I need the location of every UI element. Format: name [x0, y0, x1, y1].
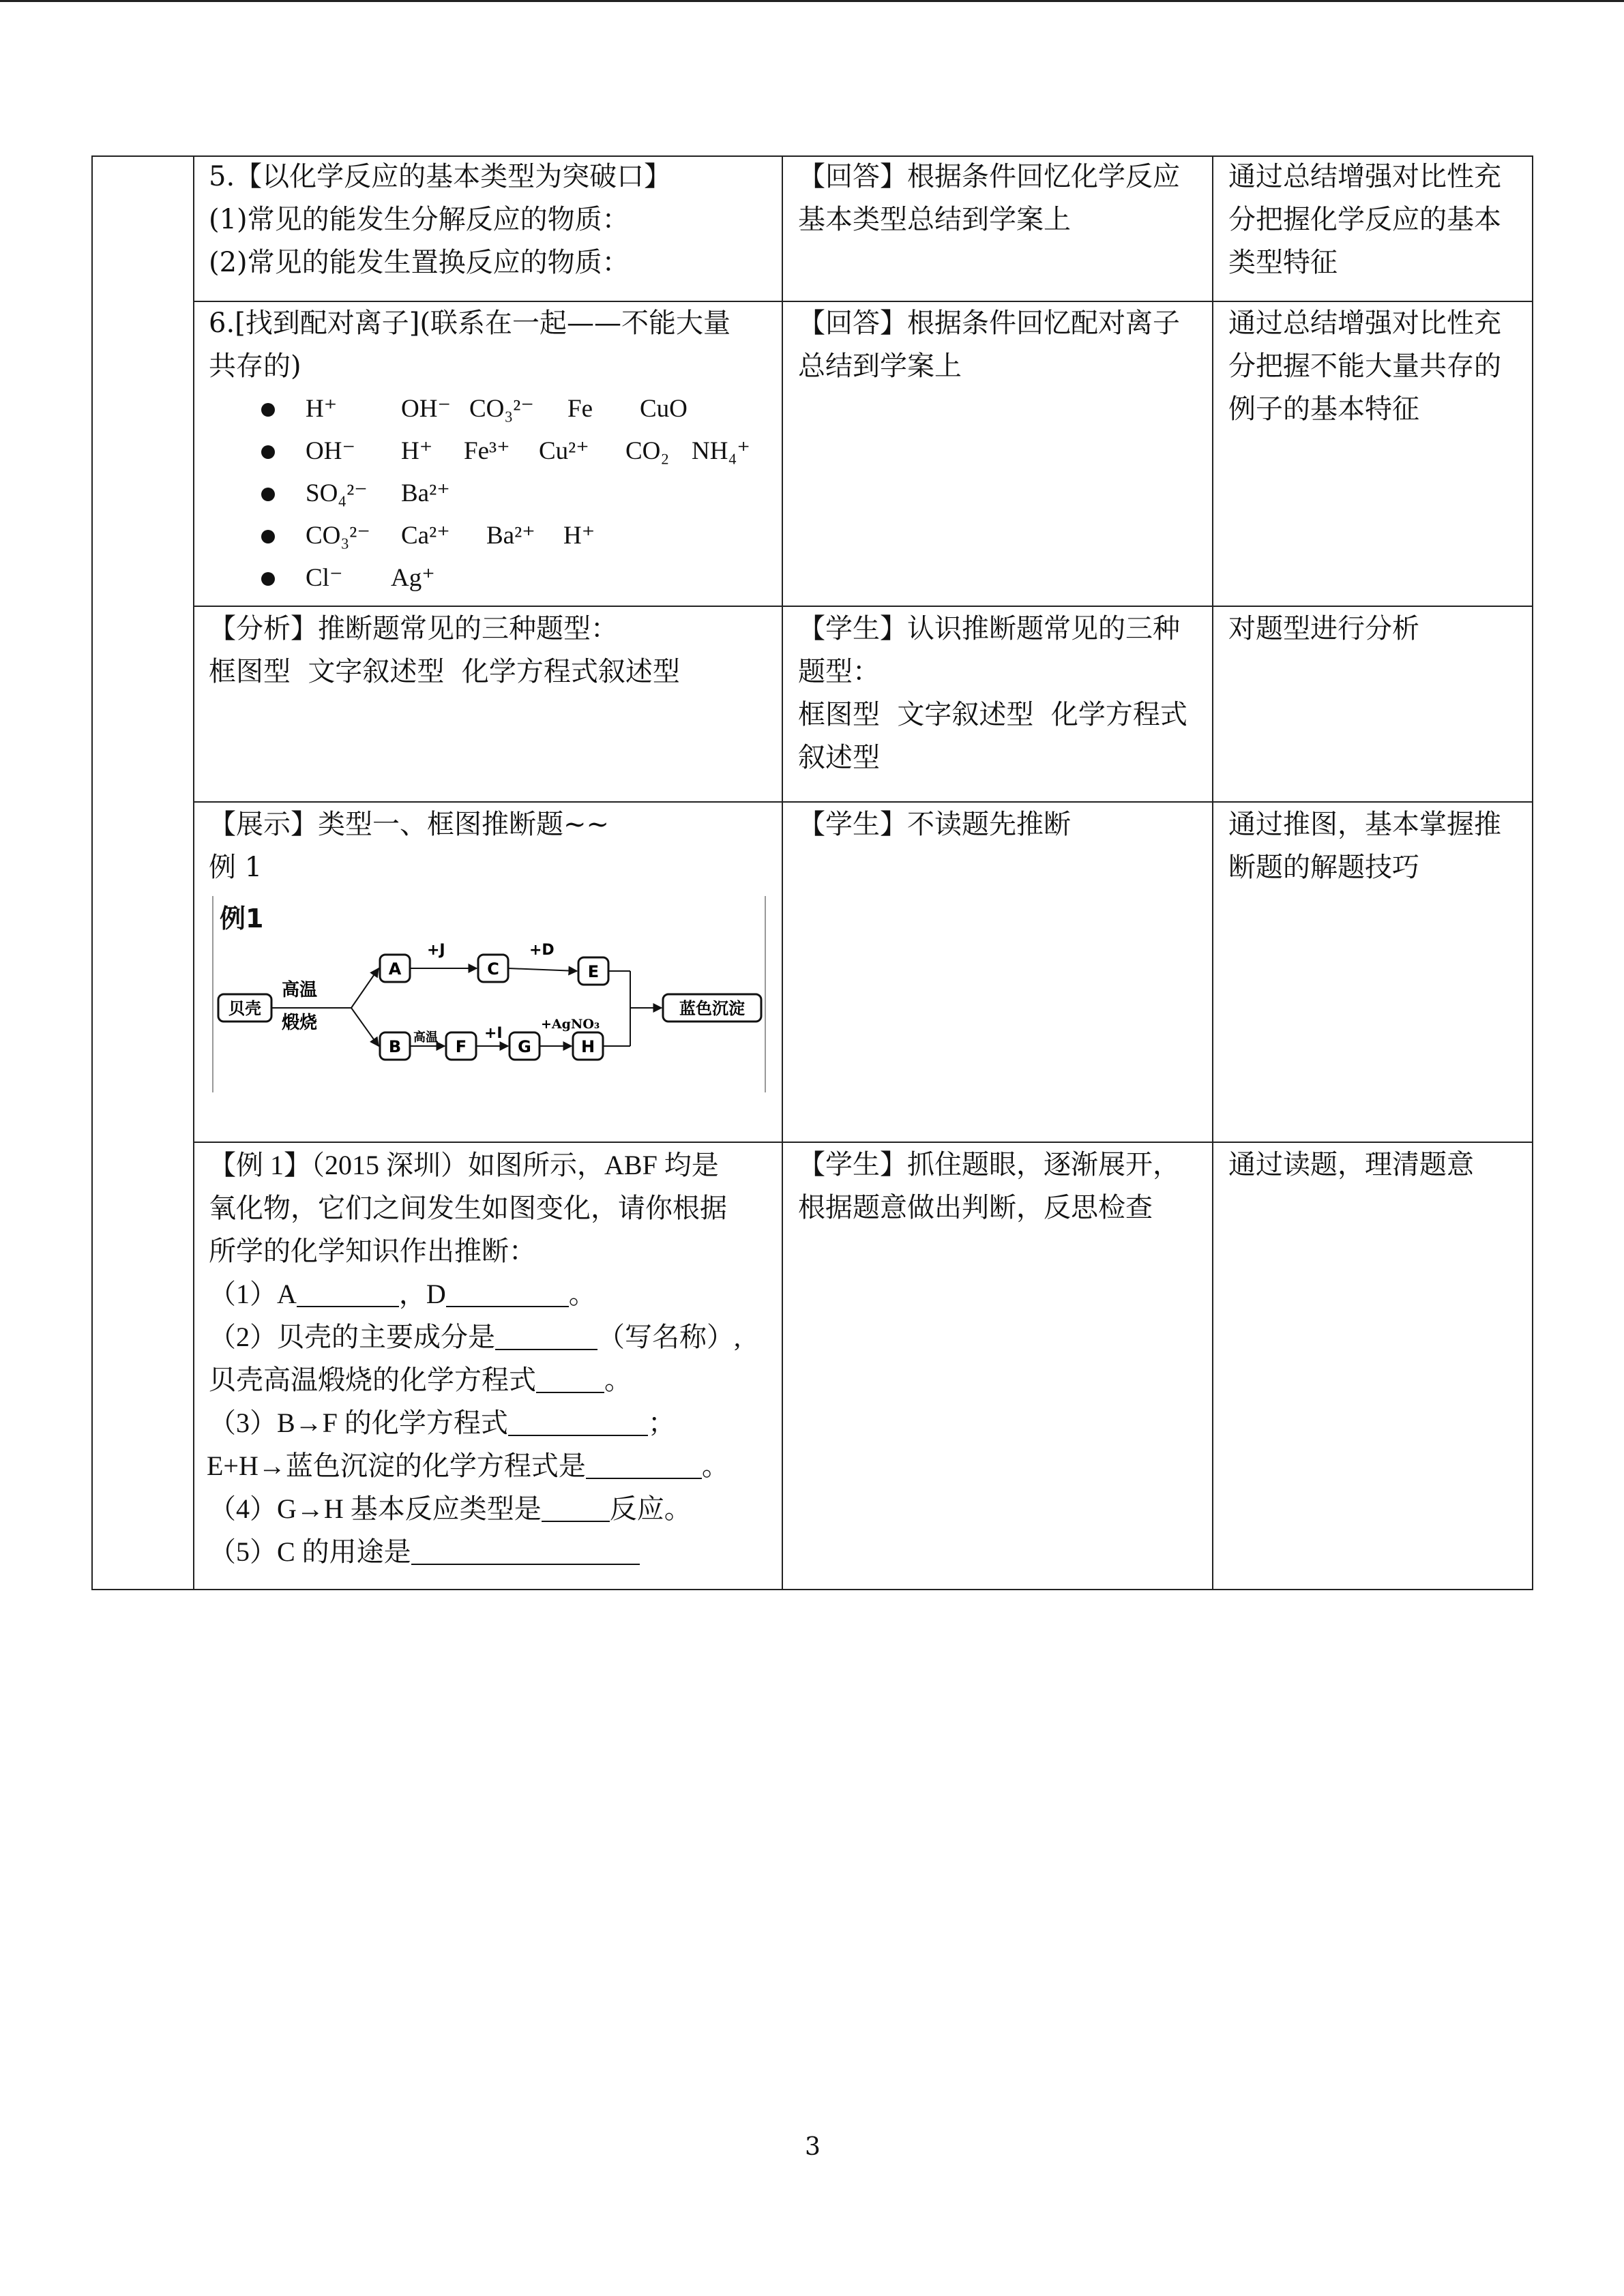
text-line: 通过总结增强对比性充: [1228, 308, 1501, 339]
node-C-label: C: [487, 959, 499, 979]
edge-label-J: +J: [427, 942, 445, 959]
bullet-icon: [261, 488, 275, 501]
ion: Fe³⁺: [464, 437, 510, 465]
row3-intent: [1228, 608, 1419, 651]
edge-label-I: +I: [484, 1025, 503, 1042]
ion: Fe: [567, 395, 593, 423]
ion: Ba²⁺: [486, 522, 535, 550]
ion: OH⁻: [401, 395, 451, 423]
row4-activity: [798, 803, 1071, 846]
diagram-title: 例1: [220, 904, 264, 934]
row-divider: [193, 801, 1533, 803]
top-border: [0, 0, 1624, 2]
ion: CO₃²⁻: [469, 395, 534, 423]
text-line: 例子的基本特征: [1228, 393, 1419, 425]
answer-blank[interactable]: [411, 1534, 640, 1565]
text-line: 对题型进行分析: [1228, 613, 1419, 644]
ion: H⁺: [306, 395, 338, 423]
node-A-label: A: [388, 959, 402, 979]
row1-activity: [798, 155, 1180, 241]
q4-label: （4）G→H 基本反应类型是: [209, 1493, 542, 1524]
col-divider-2: [782, 155, 783, 1590]
answer-blank[interactable]: [508, 1405, 648, 1436]
row2-content: [209, 302, 730, 388]
text-line: 【展示】类型一、框图推断题~~: [209, 809, 610, 840]
text-line: 【例 1】（2015 深圳）如图所示，ABF 均是: [209, 1150, 719, 1180]
answer-blank[interactable]: [297, 1276, 399, 1307]
row4-content: [209, 803, 609, 889]
text-line: 所学的化学知识作出推断：: [209, 1236, 536, 1266]
q3-label: （3）B→F 的化学方程式: [209, 1407, 508, 1438]
edge-label-D: +D: [529, 942, 555, 959]
text-line: 框图型 文字叙述型 化学方程式: [798, 699, 1187, 730]
q2-note: （写名称）,: [597, 1322, 741, 1352]
question-5: [209, 1530, 741, 1573]
ion: Ba²⁺: [401, 479, 450, 507]
q3-end: ；: [647, 1407, 675, 1438]
row1-content: [209, 155, 671, 284]
flow-diagram: [211, 895, 767, 1094]
answer-blank[interactable]: [586, 1448, 702, 1479]
answer-blank[interactable]: [536, 1362, 604, 1393]
question-2: [209, 1315, 741, 1358]
text-line: 例 1: [209, 852, 263, 883]
page-number: 3: [805, 2133, 821, 2161]
text-line: 【学生】抓住题眼，逐渐展开，: [798, 1149, 1180, 1180]
node-G-label: G: [518, 1037, 531, 1056]
text-line: 题型：: [798, 656, 880, 687]
row3-activity: [798, 608, 1187, 779]
text-line: 断题的解题技巧: [1228, 852, 1419, 883]
node-H-label: H: [580, 1037, 595, 1056]
ion: Ag⁺: [391, 564, 435, 592]
ion: Cu²⁺: [539, 437, 589, 465]
ion: Cl⁻: [306, 564, 343, 592]
node-precipitate-label: 蓝色沉淀: [679, 999, 745, 1018]
row-divider: [193, 1142, 1533, 1143]
text-line: (1)常见的能发生分解反应的物质：: [209, 204, 630, 235]
ion: H⁺: [401, 437, 433, 465]
edge-C-E: [508, 968, 577, 971]
ion: Ca²⁺: [401, 522, 450, 550]
edge-label-calcine-1: 高温: [282, 980, 318, 1000]
q3b-end: 。: [701, 1450, 729, 1481]
row3-content: [209, 608, 680, 694]
row2-intent: [1228, 302, 1501, 431]
node-F-label: F: [455, 1037, 467, 1056]
ion: SO₄²⁻: [306, 479, 368, 507]
q3b-label: E+H→蓝色沉淀的化学方程式是: [207, 1450, 586, 1481]
text-line: 通过推图，基本掌握推: [1228, 809, 1501, 840]
q1-d-label: ，D: [398, 1279, 446, 1309]
edge-label-AgNO3: +AgNO₃: [541, 1017, 600, 1032]
row1-intent: [1228, 155, 1501, 284]
ion: NH₄⁺: [692, 437, 750, 465]
question-2b: [209, 1358, 741, 1401]
text-line: 根据题意做出判断，反思检查: [798, 1192, 1153, 1223]
text-line: 氧化物，它们之间发生如图变化，请你根据: [209, 1193, 727, 1223]
col-divider-3: [1212, 155, 1213, 1590]
question-3b: [207, 1444, 741, 1487]
text-line: 共存的): [209, 351, 301, 382]
q2b-label: 贝壳高温煅烧的化学方程式: [209, 1365, 536, 1395]
edge-to-B: [351, 1008, 379, 1046]
node-shell-label: 贝壳: [228, 999, 261, 1018]
ion: CO₂: [625, 437, 670, 465]
bullet-icon: [261, 572, 275, 586]
q1-a-label: （1）A: [209, 1279, 297, 1309]
node-B-label: B: [388, 1037, 402, 1056]
text-line: 类型特征: [1228, 247, 1338, 278]
text-line: 【学生】认识推断题常见的三种: [798, 613, 1180, 644]
answer-blank[interactable]: [542, 1491, 610, 1522]
question-4: [209, 1487, 741, 1530]
text-line: 叙述型: [798, 742, 880, 773]
bullet-icon: [261, 530, 275, 543]
col-divider-1: [193, 155, 194, 1590]
answer-blank[interactable]: [446, 1276, 569, 1307]
text-line: 分把握不能大量共存的: [1228, 351, 1501, 382]
question-1: [209, 1272, 741, 1315]
text-line: 【分析】推断题常见的三种题型：: [209, 613, 618, 644]
row2-activity: [798, 302, 1180, 388]
text-line: 【回答】根据条件回忆化学反应: [798, 161, 1180, 192]
q2-label: （2）贝壳的主要成分是: [209, 1322, 495, 1352]
text-line: 【学生】不读题先推断: [798, 809, 1071, 840]
row4-intent: [1228, 803, 1501, 889]
edge-label-heat: 高温: [413, 1030, 438, 1045]
ion: OH⁻: [306, 437, 355, 465]
q1-end: 。: [568, 1279, 596, 1309]
ion: CO₃²⁻: [306, 522, 370, 550]
text-line: 框图型 文字叙述型 化学方程式叙述型: [209, 656, 680, 687]
text-line: 6.[找到配对离子](联系在一起——不能大量: [209, 308, 730, 339]
ion: H⁺: [563, 522, 595, 550]
row5-content: [209, 1144, 741, 1573]
row5-intent: [1228, 1144, 1474, 1187]
q4-end: 反应。: [609, 1493, 692, 1524]
bullet-icon: [261, 445, 275, 459]
text-line: 通过读题，理清题意: [1228, 1149, 1474, 1180]
text-line: (2)常见的能发生置换反应的物质：: [209, 247, 630, 278]
text-line: 基本类型总结到学案上: [798, 204, 1071, 235]
text-line: 【回答】根据条件回忆配对离子: [798, 308, 1180, 339]
node-E-label: E: [587, 962, 600, 981]
text-line: 分把握化学反应的基本: [1228, 204, 1501, 235]
text-line: 总结到学案上: [798, 351, 962, 382]
edge-to-A: [351, 968, 379, 1008]
text-line: 通过总结增强对比性充: [1228, 161, 1501, 192]
bullet-icon: [261, 403, 275, 417]
row5-activity: [798, 1144, 1180, 1229]
answer-blank[interactable]: [495, 1319, 597, 1350]
text-line: 5.【以化学反应的基本类型为突破口】: [209, 161, 672, 192]
q5-label: （5）C 的用途是: [209, 1536, 411, 1567]
q2b-end: 。: [604, 1365, 632, 1395]
edge-label-calcine-2: 煅烧: [282, 1013, 318, 1033]
question-3: [209, 1401, 741, 1444]
row-divider: [193, 606, 1533, 607]
ion: CuO: [640, 395, 688, 423]
